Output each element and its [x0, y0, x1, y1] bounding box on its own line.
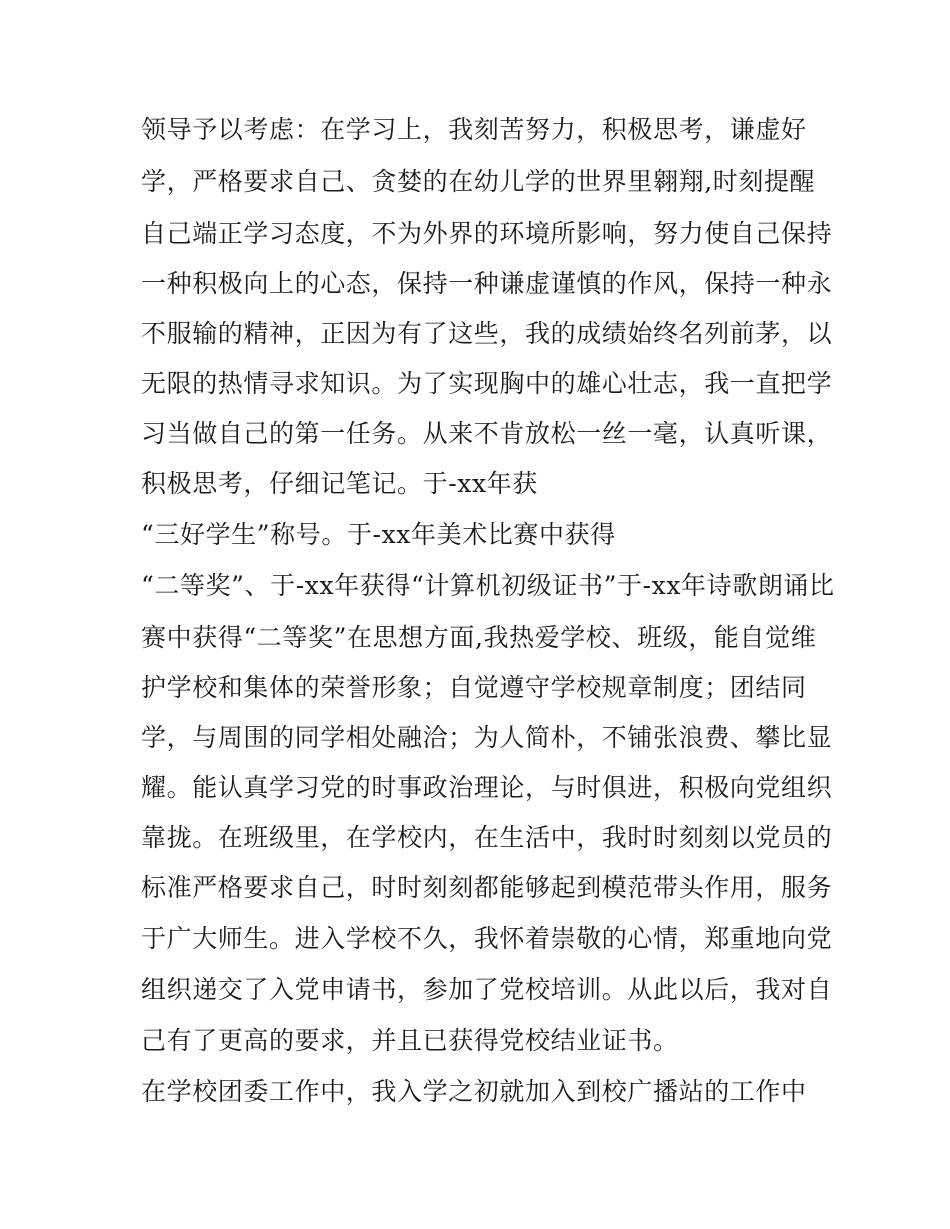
text-line: 标准严格要求自己，时时刻刻都能够起到模范带头作用，服务 — [141, 873, 833, 902]
text-line: 学，与周围的同学相处融洽；为人简朴，不铺张浪费、攀比显 — [141, 723, 833, 752]
text-line: 组织递交了入党申请书，参加了党校培训。从此以后，我对自 — [141, 975, 833, 1004]
text-line: “二等奖”、于-xx年获得“计算机初级证书”于-xx年诗歌朗诵比 — [141, 571, 835, 600]
text-line: 在学校团委工作中，我入学之初就加入到校广播站的工作中 — [141, 1077, 807, 1106]
text-line: 一种积极向上的心态，保持一种谦虚谨慎的作风，保持一种永 — [141, 269, 833, 298]
text-line: 学，严格要求自己、贪婪的在幼儿学的世界里翱翔,时刻提醒 — [141, 167, 816, 196]
text-line: 靠拢。在班级里，在学校内，在生活中，我时时刻刻以党员的 — [141, 823, 833, 852]
text-line: 护学校和集体的荣誉形象；自觉遵守学校规章制度；团结同 — [141, 673, 807, 702]
text-line: 于广大师生。进入学校不久，我怀着崇敬的心情，郑重地向党 — [141, 924, 833, 953]
text-line: 不服输的精神，正因为有了这些，我的成绩始终名列前茅，以 — [141, 319, 833, 348]
text-line: 无限的热情寻求知识。为了实现胸中的雄心壮志，我一直把学 — [141, 369, 833, 398]
text-line: 自己端正学习态度，不为外界的环境所影响，努力使自己保持 — [141, 219, 833, 248]
text-line: “三好学生”称号。于-xx年美术比赛中获得 — [141, 520, 616, 549]
text-line: 积极思考，仔细记笔记。于-xx年获 — [141, 469, 538, 498]
text-line: 耀。能认真学习党的时事政治理论，与时俱进，积极向党组织 — [141, 773, 833, 802]
text-line: 领导予以考虑：在学习上，我刻苦努力，积极思考，谦虚好 — [141, 115, 807, 144]
text-line: 习当做自己的第一任务。从来不肯放松一丝一毫，认真听课， — [141, 419, 833, 448]
text-line: 赛中获得“二等奖”在思想方面,我热爱学校、班级，能自觉维 — [141, 623, 817, 652]
text-line: 己有了更高的要求，并且已获得党校结业证书。 — [141, 1026, 679, 1055]
